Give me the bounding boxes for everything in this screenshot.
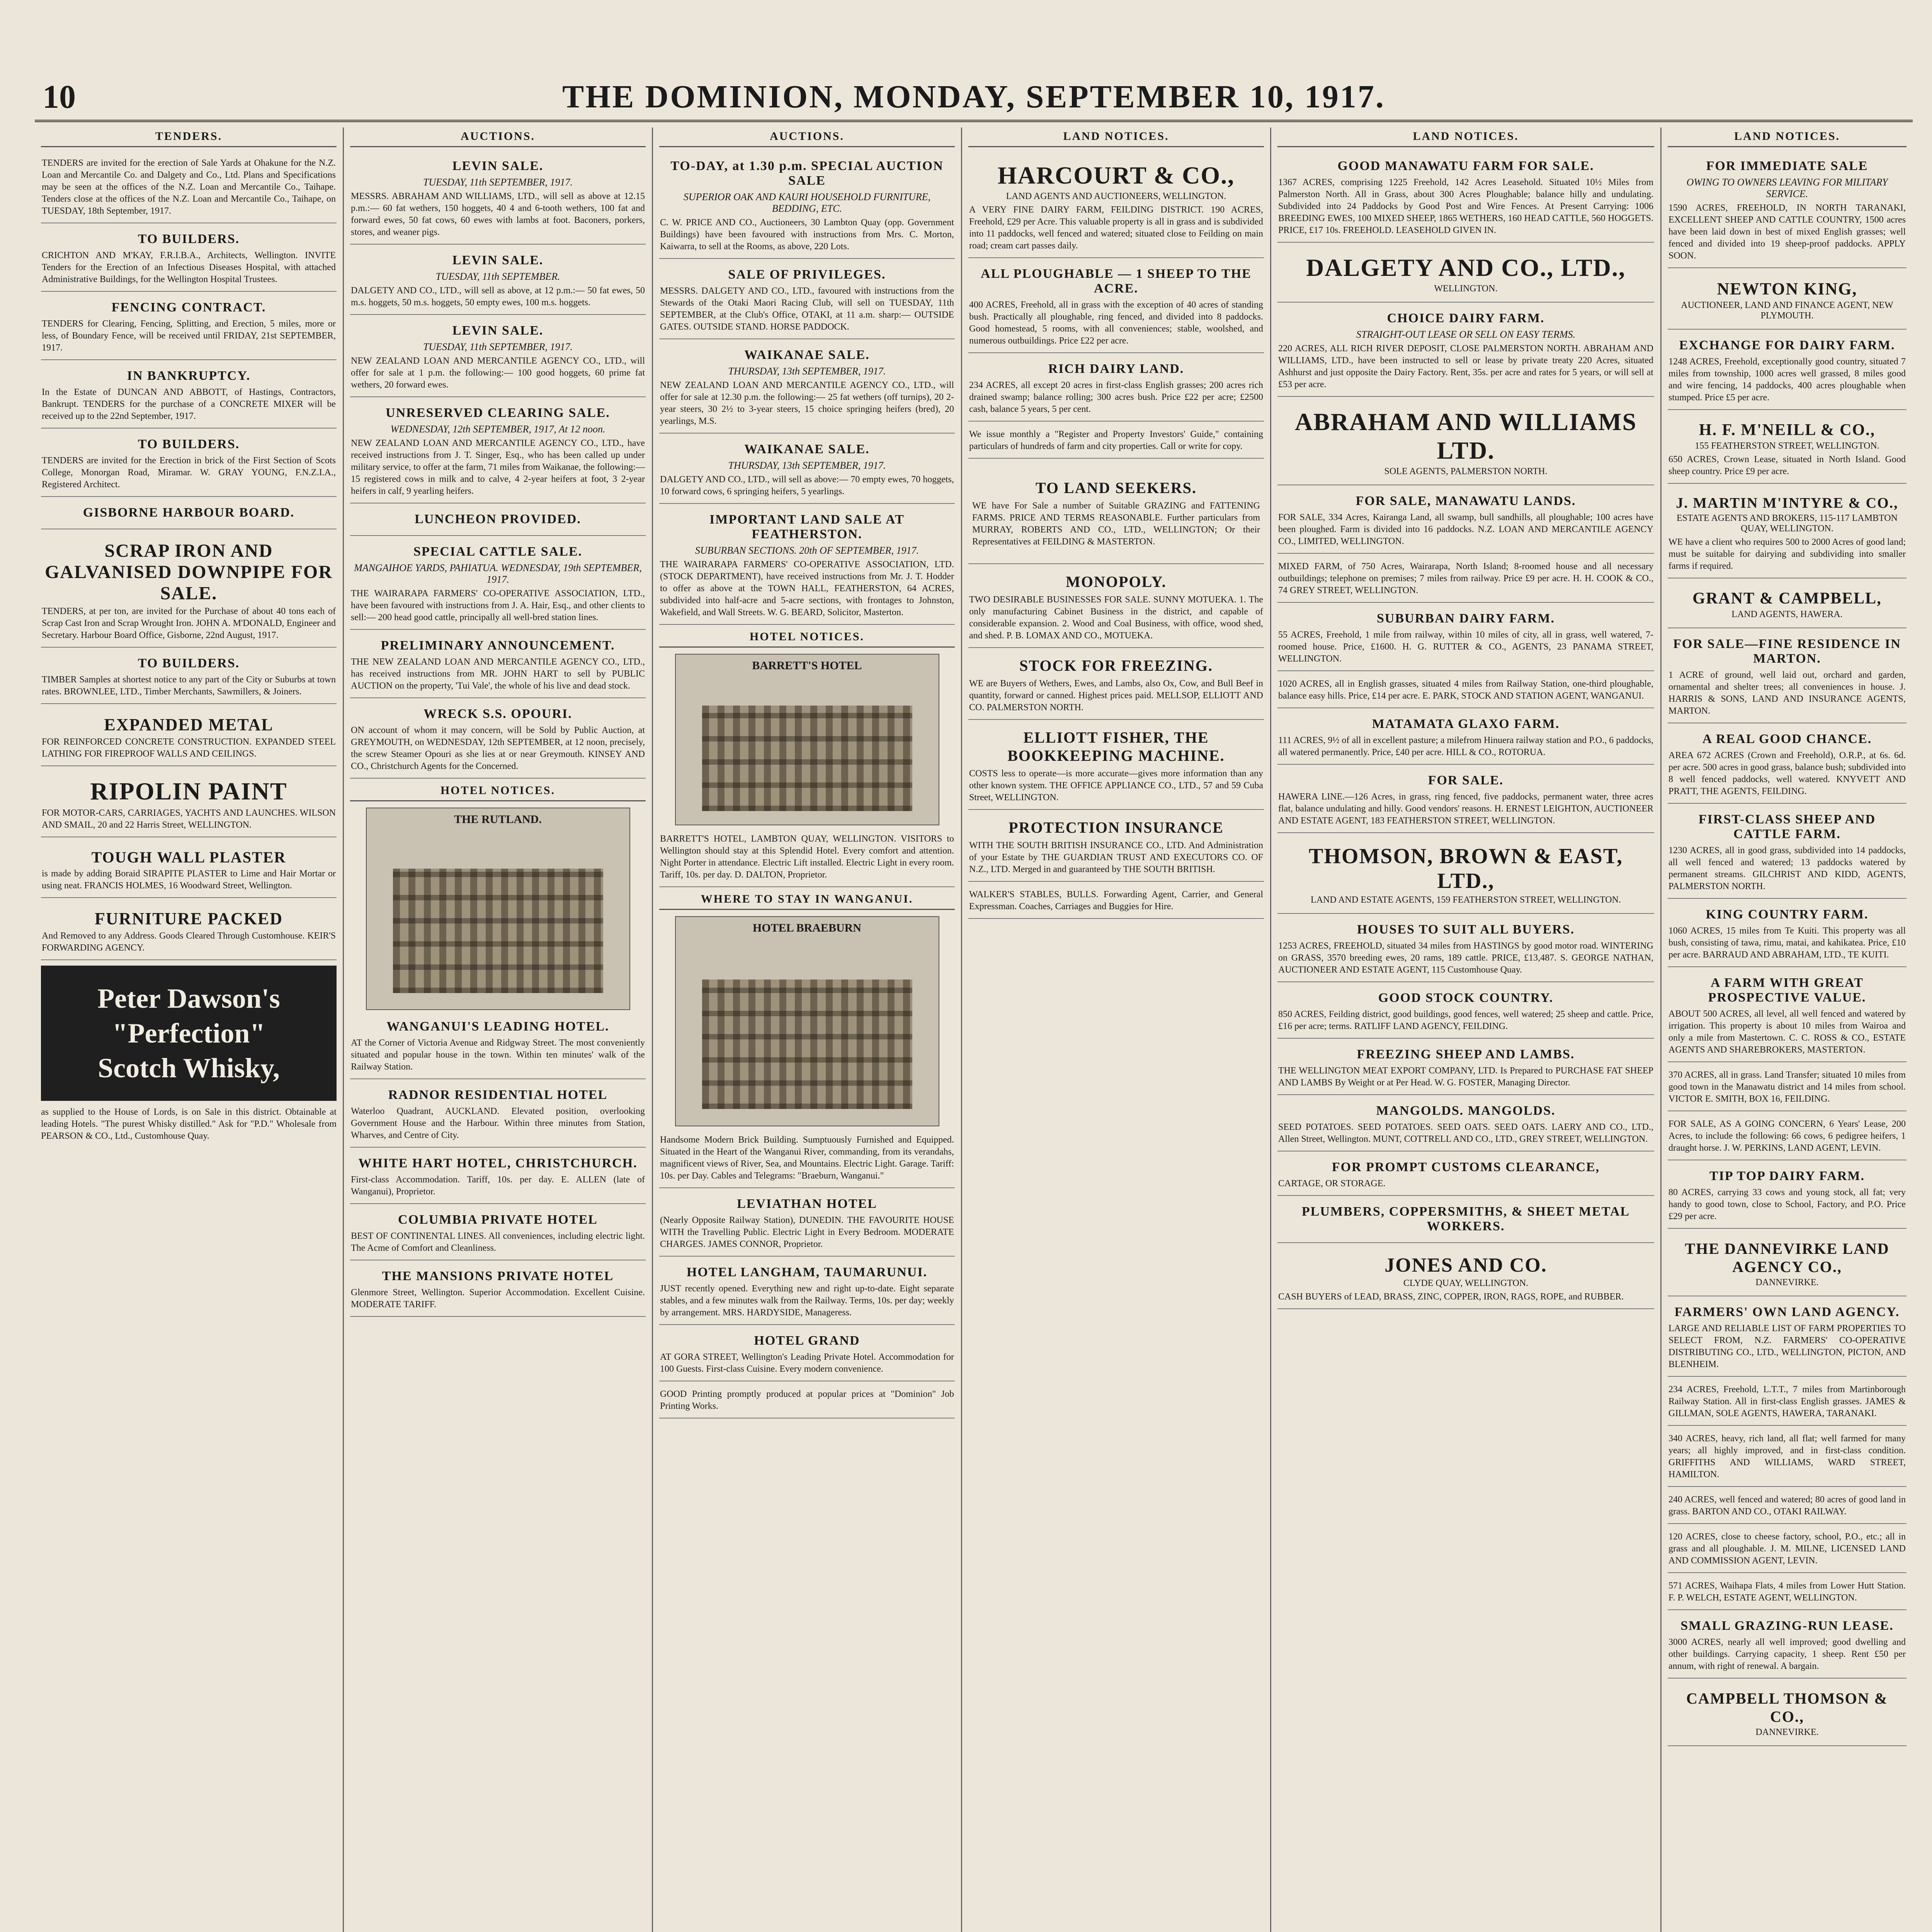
notice-title: IN BANKRUPTCY. bbox=[127, 369, 251, 383]
notice-body: NEW ZEALAND LOAN AND MERCANTILE AGENCY CO., LTD., will offer for sale at 1 p.m. the following:— 100 good hoggets, 60 prime fat wethers, 20 forward ewes. bbox=[351, 356, 645, 390]
notice-body: 1248 ACRES, Freehold, exceptionally good country, situated 7 miles from township, 1000 acres well grassed, 8 miles good and wire fencing, 14 paddocks, 400 acres ploughable when stumped. Price £5 per acre. bbox=[1668, 357, 1906, 403]
notice bbox=[659, 507, 955, 625]
notice bbox=[1277, 674, 1654, 708]
notice bbox=[968, 813, 1264, 882]
masthead bbox=[35, 73, 1913, 122]
column-header: LAND NOTICES. bbox=[1277, 128, 1654, 147]
notice-body: Glenmore Street, Wellington. Superior Accommodation. Excellent Cuisine. MODERATE TARIFF. bbox=[351, 1287, 645, 1310]
notice-title: SUBURBAN DAIRY FARM. bbox=[1377, 611, 1555, 626]
hotel-illustration bbox=[675, 654, 939, 825]
notice-subtitle: 155 FEATHERSTON STREET, WELLINGTON. bbox=[1695, 441, 1879, 451]
notice bbox=[1277, 557, 1654, 603]
notice-headline: HARCOURT & CO., bbox=[997, 162, 1235, 189]
notice bbox=[659, 1191, 955, 1257]
notice bbox=[41, 651, 337, 704]
notice-body: 340 ACRES, heavy, rich land, all flat; well farmed for many years; all highly improved, and in first-class condition. GRIFFITHS AND WILLIAMS, WARD STREET, HAMILTON. bbox=[1668, 1434, 1906, 1480]
column-header: AUCTIONS. bbox=[659, 128, 955, 147]
notice bbox=[41, 153, 337, 223]
notice bbox=[1668, 1613, 1906, 1679]
notice bbox=[1668, 413, 1906, 484]
notice-subtitle: AUCTIONEER, LAND AND FINANCE AGENT, NEW PLYMOUTH. bbox=[1681, 300, 1893, 321]
notice bbox=[1668, 582, 1906, 628]
illustration-caption: BARRETT'S HOTEL bbox=[752, 659, 862, 672]
notice bbox=[41, 226, 337, 292]
notice-body: C. W. PRICE AND CO., Auctioneers, 30 Lambton Quay (opp. Government Buildings) have been favoured with instructions from Mrs. C. Morton, Kaiwarra, to sell at the Rooms, as above, 220 Lots. bbox=[660, 218, 954, 252]
notice-title: CHOICE DAIRY FARM. bbox=[1387, 311, 1545, 325]
notice bbox=[1668, 271, 1906, 330]
notice-body: 1253 ACRES, FREEHOLD, situated 34 miles from HASTINGS by good motor road. WINTERING on GRASS, 3570 breeding ewes, 20 rams, 189 cattle. PRICE, £13,487. S. GEORGE NATHAN, AUCTIONEER AND ESTATE AGENT, 115 Customhouse Quay. bbox=[1278, 941, 1653, 975]
notice-subtitle: LAND AGENTS, HAWERA. bbox=[1731, 609, 1843, 619]
notice-title: FOR IMMEDIATE SALE bbox=[1706, 159, 1868, 173]
notice bbox=[1668, 1490, 1906, 1524]
notice-body: 55 ACRES, Freehold, 1 mile from railway, within 10 miles of city, all in grass, well watered, 7-roomed house. Price, £1600. H. G. RUTTER & CO., AGENTS, 23 PANAMA STREET, WELLINGTON. bbox=[1278, 630, 1653, 664]
section-header: HOTEL NOTICES. bbox=[659, 628, 955, 648]
column-land-notices-3 bbox=[1662, 128, 1913, 1932]
notice bbox=[1277, 1155, 1654, 1196]
notice bbox=[1668, 807, 1906, 899]
notice-title: UNRESERVED CLEARING SALE. bbox=[386, 406, 610, 420]
notice-body: In the Estate of DUNCAN AND ABBOTT, of Hastings, Contractors, Bankrupt. TENDERS for the purchase of a CONCRETE MIXER will be received up to the 22nd September, 1917. bbox=[42, 387, 336, 421]
notice bbox=[968, 462, 1264, 564]
column-header: AUCTIONS. bbox=[350, 128, 646, 147]
notice-body: AT GORA STREET, Wellington's Leading Private Hotel. Accommodation for 100 Guests. First-class Cuisine. Every modern convenience. bbox=[660, 1352, 954, 1374]
notice-body: HAWERA LINE.—126 Acres, in grass, ring fenced, five paddocks, permanent water, three acres flat, balance undulating and hilly. Good vendors' reasons. H. ERNEST LEIGHTON, AUCTIONEER AND ESTATE AGENT, 183 FEATHERSTON STREET, WELLINGTON. bbox=[1278, 792, 1653, 826]
notice bbox=[350, 400, 646, 503]
notice-title: HOUSES TO SUIT ALL BUYERS. bbox=[1357, 922, 1575, 937]
notice-body: ABOUT 500 ACRES, all level, all well fenced and watered by irrigation. This property is about 10 miles from Wairoa and only a mile from Mastertown. C. C. ROSS & CO., ESTATE AGENTS AND SHAREBROKERS, MASTERTON. bbox=[1668, 1009, 1906, 1055]
notice-title: EXCHANGE FOR DAIRY FARM. bbox=[1679, 338, 1895, 352]
whisky-brand-line: Peter Dawson's bbox=[97, 983, 280, 1014]
notice-title: ELLIOTT FISHER, THE BOOKKEEPING MACHINE. bbox=[1007, 729, 1225, 764]
notice-body: (Nearly Opposite Railway Station), DUNEDIN. THE FAVOURITE HOUSE WITH the Travelling Public. Electric Light in Every Bedroom. MODERATE CHARGES. JAMES CONNOR, Proprietor. bbox=[660, 1215, 954, 1249]
notice-title: TO BUILDERS. bbox=[138, 232, 240, 246]
notice bbox=[350, 318, 646, 397]
notice-headline: RIPOLIN PAINT bbox=[90, 777, 287, 805]
notice bbox=[1277, 306, 1654, 397]
notice-title: SMALL GRAZING-RUN LEASE. bbox=[1680, 1619, 1894, 1633]
notice-title: TO BUILDERS. bbox=[138, 656, 240, 670]
notice-body: 111 ACRES, 9½ of all in excellent pasture; a milefrom Hinuera railway station and P.O., 6 paddocks, all watered permanently. Price, £40 per acre. HILL & CO., ROTORUA. bbox=[1278, 735, 1653, 757]
notice bbox=[41, 769, 337, 837]
notice bbox=[350, 539, 646, 630]
notice bbox=[968, 885, 1264, 919]
notice-title: FREEZING SHEEP AND LAMBS. bbox=[1357, 1047, 1575, 1061]
notice-body: 80 ACRES, carrying 33 cows and young stock, all fat; very handy to good town, close to School, Factory, and P.O. Price £29 per acre. bbox=[1668, 1187, 1906, 1221]
notice bbox=[1277, 836, 1654, 914]
notice-body: A VERY FINE DAIRY FARM, FEILDING DISTRICT. 190 ACRES, Freehold, £29 per Acre. This valuable property is all in grass and is subdivided into 11 paddocks, well fenced and watered; situated close to Feilding on main road; cream cart passes daily. bbox=[969, 205, 1263, 251]
notice-body: FOR REINFORCED CONCRETE CONSTRUCTION. EXPANDED STEEL LATHING FOR FIREPROOF WALLS AND CEILINGS. bbox=[42, 737, 336, 759]
printing-notice: GOOD Printing promptly produced at popular prices at "Dominion" Job Printing Works. bbox=[660, 1389, 954, 1411]
notice-title: GISBORNE HARBOUR BOARD. bbox=[83, 505, 295, 520]
notice-title: A FARM WITH GREAT PROSPECTIVE VALUE. bbox=[1708, 976, 1866, 1005]
notice-title: ALL PLOUGHABLE — 1 SHEEP TO THE ACRE. bbox=[981, 267, 1252, 296]
notice-body: 370 ACRES, all in grass. Land Transfer; situated 10 miles from good town in the Manawatu district and 14 miles from school. VICTOR E. SMITH, BOX 16, FEILDING. bbox=[1668, 1070, 1906, 1104]
notice-headline: CAMPBELL THOMSON & CO., bbox=[1686, 1690, 1888, 1725]
notice-title: FOR PROMPT CUSTOMS CLEARANCE, bbox=[1332, 1160, 1600, 1174]
illustration-caption: HOTEL BRAEBURN bbox=[753, 922, 861, 934]
notice-body: MESSRS. ABRAHAM AND WILLIAMS, LTD., will sell as above at 12.15 p.m.:— 60 fat wethers, 150 hoggets, 40 4 and 6-tooth wethers, 100 fat and forward ewes, 50 fat cows, 60 ewes with lambs at foot. Baconers, porkers, stores, and weaner pigs. bbox=[351, 191, 645, 237]
notice-body: MIXED FARM, of 750 Acres, Wairarapa, North Island; 8-roomed house and all necessary outbuildings; telephone on premises; 7 miles from railway. Price £9 per acre. H. H. COOK & CO., 74 GREY STREET, WELLINGTON. bbox=[1278, 561, 1653, 595]
notice-body: TENDERS, at per ton, are invited for the Purchase of about 40 tons each of Scrap Cast Iron and Scrap Wrought Iron. JOHN A. M'DONALD, Engineer and Secretary. Harbour Board Office, Gisborne, 22nd August, 1917. bbox=[42, 606, 336, 640]
hotel-illustration bbox=[675, 916, 939, 1126]
notice-headline: GRANT & CAMPBELL, bbox=[1692, 590, 1882, 607]
notice-body: TIMBER Samples at shortest notice to any part of the City or Suburbs at town rates. BROWNLEE, LTD., Timber Merchants, Sawmillers, & Joiners. bbox=[42, 675, 336, 697]
notice-body: LARGE AND RELIABLE LIST OF FARM PROPERTIES TO SELECT FROM, N.Z. FARMERS' CO-OPERATIVE DISTRIBUTING CO., LTD., WELLINGTON, PICTON, AND BLENHEIM. bbox=[1668, 1323, 1906, 1369]
notice-title: GOOD STOCK COUNTRY. bbox=[1378, 991, 1554, 1005]
notice-body: 571 ACRES, Waihapa Flats, 4 miles from Lower Hutt Station. F. P. WELCH, ESTATE AGENT, WELLINGTON. bbox=[1668, 1581, 1906, 1603]
notice-title: MATAMATA GLAXO FARM. bbox=[1372, 717, 1560, 731]
notice-body: THE WAIRARAPA FARMERS' CO-OPERATIVE ASSOCIATION, LTD. (STOCK DEPARTMENT), have received instructions from Mr. J. T. Hodder to offer as above at the TOWN HALL, FEATHERSTON, 64 ACRES, subdivided into half-acre and 5-acre sections, with frontages to Johnston, Wakefield, and Wall Streets. W. G. BEARD, Solicitor, Masterton. bbox=[660, 560, 954, 617]
column-land-notices-2 bbox=[1271, 128, 1662, 1932]
notice-subtitle: CLYDE QUAY, WELLINGTON. bbox=[1403, 1278, 1529, 1288]
notice-body: We issue monthly a "Register and Property Investors' Guide," containing particulars of hundreds of farm and city properties. Call or write for copy. bbox=[969, 429, 1263, 451]
notice-title: FARMERS' OWN LAND AGENCY. bbox=[1674, 1305, 1900, 1319]
notice-body: NEW ZEALAND LOAN AND MERCANTILE AGENCY CO., LTD., will offer for sale at 12.30 p.m. the following:— 25 fat wethers (off turnips), 20 2-year steers, 30 2½ to 3-year steers, 15 choice springing heifers (bred), 20 yearlings, M.S. bbox=[660, 380, 954, 426]
notice-body: 1367 ACRES, comprising 1225 Freehold, 142 Acres Leasehold. Situated 10½ Miles from Palmerston North. All in Grass, about 300 Acres Ploughable; balance hilly and undulating. Subdivided into 24 Paddocks by Good Post and Wire Fences. At Present Carrying: 1006 BREEDING EWES, 100 MIXED SHEEP, 1865 WETHERS, 160 HEAD CATTLE, 560 HOGGETS. PRICE, £17 10s. FREEHOLD. LEASEHOLD GIVEN IN. bbox=[1278, 177, 1653, 235]
notice bbox=[1668, 333, 1906, 410]
notice-body: AREA 672 ACRES (Crown and Freehold), O.R.P., at 6s. 6d. per acre. 500 acres in good grass, balance bush; subdivided into 8 well fenced paddocks, well watered. KNYVETT AND PRATT, THE AGENTS, FEILDING. bbox=[1668, 750, 1906, 796]
notice-headline: SCRAP IRON AND GALVANISED DOWNPIPE FOR SALE. bbox=[45, 541, 333, 604]
notice-subtitle: WEDNESDAY, 12th SEPTEMBER, 1917, At 12 noon. bbox=[390, 423, 605, 435]
notice-subtitle: SOLE AGENTS, PALMERSTON NORTH. bbox=[1384, 466, 1548, 476]
notice bbox=[1668, 153, 1906, 268]
notice bbox=[1277, 246, 1654, 303]
notice-body: 1230 ACRES, all in good grass, subdivided into 14 paddocks, all well fenced and watered; 13 paddocks watered by permanent streams. GILCHRIST AND KIDD, AGENTS, PALMERSTON NORTH. bbox=[1668, 845, 1906, 891]
notice-title: TO BUILDERS. bbox=[138, 437, 240, 451]
notice bbox=[1668, 1380, 1906, 1426]
notice-body: FOR MOTOR-CARS, CARRIAGES, YACHTS AND LAUNCHES. WILSON AND SMAIL, 20 and 22 Harris Street, WELLINGTON. bbox=[42, 808, 336, 830]
notice-headline: EXPANDED METAL bbox=[104, 715, 274, 734]
notice-body: JUST recently opened. Everything new and right up-to-date. Eight separate stables, and a few minutes walk from the Railway. Terms, 10s. per day; weekly by arrangement. MRS. HARDYSIDE, Manageress. bbox=[660, 1284, 954, 1318]
notice bbox=[1668, 1429, 1906, 1487]
notice-title: FOR SALE—FINE RESIDENCE IN MARTON. bbox=[1673, 637, 1901, 666]
notice-body: TENDERS for Clearing, Fencing, Splitting, and Erection, 5 miles, more or less, of Boundary Fence, will be received until FRIDAY, 21st SEPTEMBER, 1917. bbox=[42, 319, 336, 353]
notice-title: SPECIAL CATTLE SALE. bbox=[413, 544, 583, 559]
notice-body: NEW ZEALAND LOAN AND MERCANTILE AGENCY CO., LTD., have received instructions from J. T. Singer, Esq., who has been called up under military service, to offer at the farm, 71 miles from Waikanae, the following:— 15 registered cows in milk and to calve, 4 2-year heifers at foot, 3 2-year heifers in calf, 9 yearling heifers. bbox=[351, 438, 645, 496]
notice-title: THE MANSIONS PRIVATE HOTEL bbox=[382, 1269, 614, 1283]
notice bbox=[1668, 1163, 1906, 1229]
whisky-brand-line: Scotch Whisky, bbox=[98, 1053, 280, 1083]
notice bbox=[1277, 488, 1654, 554]
notice-title: TO-DAY, at 1.30 p.m. SPECIAL AUCTION SALE bbox=[670, 159, 944, 188]
illustration-caption: THE RUTLAND. bbox=[454, 813, 542, 826]
page-number: 10 bbox=[43, 78, 76, 115]
notice-title: SALE OF PRIVILEGES. bbox=[728, 267, 886, 282]
notice bbox=[350, 1264, 646, 1317]
notice-body: 3000 ACRES, nearly all well improved; good dwelling and other buildings. Carrying capacity, 1 sheep. Rent £50 per annum, with right of renewal. A bargain. bbox=[1668, 1637, 1906, 1671]
column-header: TENDERS. bbox=[41, 128, 337, 147]
notice bbox=[41, 432, 337, 497]
notice-body: 1590 ACRES, FREEHOLD, IN NORTH TARANAKI, EXCELLENT SHEEP AND CATTLE COUNTRY, 1500 acres have been laid down in best of mixed English grasses; well fenced and divided into 19 sheep-proof paddocks. APPLY SOON. bbox=[1668, 203, 1906, 261]
notice bbox=[1668, 970, 1906, 1062]
notice-title: FOR SALE, MANAWATU LANDS. bbox=[1355, 494, 1576, 508]
column-auctions-hotels bbox=[653, 128, 962, 1932]
notice-title: GOOD MANAWATU FARM FOR SALE. bbox=[1337, 159, 1594, 173]
notice-subtitle: DANNEVIRKE. bbox=[1755, 1277, 1819, 1287]
notice bbox=[1668, 1114, 1906, 1160]
notice-body: THE NEW ZEALAND LOAN AND MERCANTILE AGENCY CO., LTD., has received instructions from MR. JOHN HART to sell by PUBLIC AUCTION on the property, 'Tui Vale', the whole of his live and dead stock. bbox=[351, 657, 645, 691]
notice-body: 850 ACRES, Feilding district, good buildings, good fences, well watered; 25 sheep and cattle. Price, £16 per acre; terms. RATLIFF LAND AGENCY, FEILDING. bbox=[1278, 1009, 1653, 1031]
notice-body: 1060 ACRES, 15 miles from Te Kuiti. This property was all bush, consisting of tawa, rimu, matai, and kahikatea. Price, £10 per acre. BARRAUD AND ABRAHAM, LTD., TE KUITI. bbox=[1668, 926, 1906, 960]
notice bbox=[1277, 606, 1654, 671]
notice-title: KING COUNTRY FARM. bbox=[1706, 907, 1869, 922]
notice bbox=[1668, 1576, 1906, 1610]
notice-title: WAIKANAE SALE. bbox=[744, 348, 870, 362]
notice-title: TO LAND SEEKERS. bbox=[1036, 479, 1197, 497]
notice bbox=[41, 840, 337, 898]
notice-headline: H. F. M'NEILL & CO., bbox=[1699, 421, 1876, 439]
notice-title: A REAL GOOD CHANCE. bbox=[1702, 732, 1872, 746]
notice bbox=[659, 1260, 955, 1325]
notice-headline: ABRAHAM AND WILLIAMS LTD. bbox=[1294, 408, 1637, 464]
notice bbox=[659, 829, 955, 887]
notice-title: IMPORTANT LAND SALE AT FEATHERSTON. bbox=[709, 512, 905, 541]
column-header: LAND NOTICES. bbox=[1668, 128, 1906, 147]
notice-subtitle: LAND AND ESTATE AGENTS, 159 FEATHERSTON STREET, WELLINGTON. bbox=[1311, 895, 1621, 905]
notice-body: TWO DESIRABLE BUSINESSES FOR SALE. SUNNY MOTUEKA. 1. The only manufacturing Cabinet Business in the district, and capable of considerable expansion. 2. Wood and Coal Business, with office, wood shed, and shed. P. B. LOMAX AND CO., MOTUEKA. bbox=[969, 595, 1263, 641]
hotel-illustration bbox=[366, 808, 630, 1010]
column-land-notices-1 bbox=[962, 128, 1271, 1932]
notice-title: PLUMBERS, COPPERSMITHS, & SHEET METAL WORKERS. bbox=[1301, 1204, 1630, 1233]
notice-headline: J. MARTIN M'INTYRE & CO., bbox=[1676, 495, 1898, 511]
notice-subtitle: SUBURBAN SECTIONS. 20th OF SEPTEMBER, 1917. bbox=[695, 545, 919, 556]
notice-subtitle: OWING TO OWNERS LEAVING FOR MILITARY SERVICE. bbox=[1686, 177, 1888, 199]
notice-body: DALGETY AND CO., LTD., will sell as above:— 70 empty ewes, 70 hoggets, 10 forward cows, 6 springing heifers, 5 yearlings. bbox=[660, 474, 954, 497]
notice bbox=[1277, 1246, 1654, 1309]
notice-title: HOTEL LANGHAM, TAUMARUNUI. bbox=[686, 1265, 928, 1279]
notice-body: 650 ACRES, Crown Lease, situated in North Island. Good sheep country. Price £9 per acre. bbox=[1668, 454, 1906, 476]
notice-title: WRECK S.S. OPOURI. bbox=[423, 707, 572, 721]
notice-body: ON account of whom it may concern, will be Sold by Public Auction, at GREYMOUTH, on WEDNESDAY, 12th SEPTEMBER, at 12 noon, precisely, the screw Steamer Opouri as she lies at or near Greymouth. KINSEY AND CO., Christchurch Agents for the Concerned. bbox=[351, 725, 645, 771]
notice bbox=[968, 651, 1264, 720]
notice-body: WE are Buyers of Wethers, Ewes, and Lambs, also Ox, Cow, and Bull Beef in quantity, forward or canned. Highest prices paid. MELLSOP, ELLIOTT AND CO. PALMERSTON NORTH. bbox=[969, 679, 1263, 713]
notice-body: WALKER'S STABLES, BULLS. Forwarding Agent, Carrier, and General Expressman. Coaches, Carriages and Buggies for Hire. bbox=[969, 889, 1263, 912]
notice-title: LUNCHEON PROVIDED. bbox=[415, 512, 581, 526]
notice-title: RICH DAIRY LAND. bbox=[1048, 362, 1184, 376]
notice-title: MONOPOLY. bbox=[1066, 573, 1167, 590]
notice bbox=[1277, 768, 1654, 833]
notice-body: WE have For Sale a number of Suitable GRAZING and FATTENING FARMS. PRICE AND TERMS REASONABLE. Further particulars from MURRAY, ROBERTS AND CO., LTD., WELLINGTON; Or their Representatives at FEILDING & MASTERTON. bbox=[972, 501, 1260, 547]
notice bbox=[1277, 711, 1654, 765]
notice-title: LEVIN SALE. bbox=[452, 323, 544, 338]
building-windows bbox=[702, 980, 912, 1109]
notice-subtitle: STRAIGHT-OUT LEASE OR SELL ON EASY TERMS. bbox=[1356, 329, 1575, 340]
notice bbox=[350, 153, 646, 245]
notice-body: TENDERS are invited for the Erection in brick of the First Section of Scots College, Monorgan Road, Miramar. W. GRAY YOUNG, F.N.Z.I.A., Registered Architect. bbox=[42, 456, 336, 490]
notice-body: is made by adding Boraid SIRAPITE PLASTER to Lime and Hair Mortar or using neat. FRANCIS HOLMES, 16 Woodward Street, Wellington. bbox=[42, 869, 336, 891]
notice-headline: THOMSON, BROWN & EAST, LTD., bbox=[1308, 844, 1623, 893]
whisky-advert-box bbox=[41, 966, 337, 1101]
notice-title: PRELIMINARY ANNOUNCEMENT. bbox=[381, 638, 615, 653]
notice bbox=[41, 363, 337, 429]
notice bbox=[968, 567, 1264, 648]
notice bbox=[350, 1207, 646, 1260]
building-windows bbox=[702, 706, 912, 811]
notice-subtitle: MANGAIHOE YARDS, PAHIATUA. WEDNESDAY, 19th SEPTEMBER, 1917. bbox=[354, 562, 642, 585]
notice bbox=[968, 153, 1264, 258]
notice-title: COLUMBIA PRIVATE HOTEL bbox=[398, 1213, 598, 1227]
notice bbox=[1277, 400, 1654, 485]
notice-headline: FURNITURE PACKED bbox=[94, 909, 283, 928]
notice bbox=[659, 153, 955, 259]
notice bbox=[659, 1384, 955, 1418]
notice-body: FOR SALE, AS A GOING CONCERN, 6 Years' Lease, 200 Acres, to include the following: 66 cows, 6 pedigree heifers, 1 draught horse. J. W. PERKINS, LAND AGENT, LEVIN. bbox=[1668, 1119, 1906, 1153]
building-windows bbox=[393, 869, 603, 993]
column-header: LAND NOTICES. bbox=[968, 128, 1264, 147]
notice-body: 240 ACRES, well fenced and watered; 80 acres of good land in grass. BARTON AND CO., OTAKI RAILWAY. bbox=[1668, 1495, 1906, 1517]
notice-title: TIP TOP DAIRY FARM. bbox=[1709, 1169, 1865, 1183]
notice-title: WHITE HART HOTEL, CHRISTCHURCH. bbox=[358, 1156, 638, 1170]
notice-body: FOR SALE, 334 Acres, Kairanga Land, all swamp, bull sandhills, all ploughable; 100 acres have been ploughed. Farm is divided into 16 paddocks. N.Z. LOAN AND MERCANTILE AGENCY CO., LIMITED, WELLINGTON. bbox=[1278, 512, 1653, 546]
notice-headline: NEWTON KING, bbox=[1717, 279, 1857, 298]
section-header: WHERE TO STAY IN WANGANUI. bbox=[659, 890, 955, 910]
notice-title: FOR SALE. bbox=[1428, 773, 1504, 787]
notice-body: 120 ACRES, close to cheese factory, school, P.O., etc.; all in grass and all ploughable. J. M. MILNE, LICENSED LAND AND COMMISSION AGENT, LEVIN. bbox=[1668, 1532, 1906, 1566]
section-header: HOTEL NOTICES. bbox=[350, 782, 646, 801]
notice-title: HOTEL GRAND bbox=[754, 1333, 860, 1348]
notice-subtitle: TUESDAY, 11th SEPTEMBER, 1917. bbox=[423, 341, 573, 352]
notice-body: BARRETT'S HOTEL, LAMBTON QUAY, WELLINGTON. VISITORS to Wellington should stay at this Splendid Hotel. Every comfort and attention. Night Porter in attendance. Electric Lift installed. Electric Light in every room. Tariff, 10s. per day. D. DALTON, Proprietor. bbox=[660, 834, 954, 880]
notice-body: CASH BUYERS of LEAD, BRASS, ZINC, COPPER, IRON, RAGS, ROPE, and RUBBER. bbox=[1278, 1292, 1624, 1302]
notice bbox=[1277, 1199, 1654, 1243]
notice bbox=[659, 262, 955, 339]
notice-title: FIRST-CLASS SHEEP AND CATTLE FARM. bbox=[1698, 812, 1876, 841]
notice bbox=[1668, 631, 1906, 723]
notice bbox=[1277, 1042, 1654, 1095]
notice bbox=[968, 356, 1264, 422]
column-auctions bbox=[344, 128, 653, 1932]
notice bbox=[1277, 1098, 1654, 1151]
notice-subtitle: TUESDAY, 11th SEPTEMBER, 1917. bbox=[423, 177, 573, 188]
notice-body: BEST OF CONTINENTAL LINES. All conveniences, including electric light. The Acme of Comfort and Cleanliness. bbox=[351, 1231, 645, 1253]
notice bbox=[1668, 1232, 1906, 1296]
notice-body: AT the Corner of Victoria Avenue and Ridgway Street. The most conveniently situated and popular house in the town. Within ten minutes' walk of the Railway Station. bbox=[351, 1038, 645, 1072]
notice bbox=[41, 295, 337, 360]
notice bbox=[1668, 487, 1906, 578]
notice bbox=[350, 1082, 646, 1148]
notice-body: 1020 ACRES, all in English grasses, situated 4 miles from Railway Station, one-third ploughable, balance easy hills. Price, £14 per acre. E. PARK, STOCK AND STATION AGENT, WANGANUI. bbox=[1278, 679, 1653, 701]
notice-body: WE have a client who requires 500 to 2000 Acres of good land; must be suitable for dairying and subdividing into smaller farms if required. bbox=[1668, 537, 1906, 571]
notice-body: 1 ACRE of ground, well laid out, orchard and garden, ornamental and shelter trees; all conveniences in house. J. HARRIS & SONS, LAND AND INSURANCE AGENTS, MARTON. bbox=[1668, 670, 1906, 716]
notice-subtitle: TUESDAY, 11th SEPTEMBER. bbox=[435, 271, 560, 282]
notice bbox=[1668, 1682, 1906, 1746]
notice bbox=[41, 500, 337, 529]
notice bbox=[350, 1151, 646, 1204]
notice-subtitle: WELLINGTON. bbox=[1434, 284, 1498, 294]
notice-body: 234 ACRES, all except 20 acres in first-class English grasses; 200 acres rich drained swamp; balance rolling; 300 acres bush. Price £22 per acre; £2500 cash, balance 5 years, 5 per cent. bbox=[969, 380, 1263, 414]
notice-title: FENCING CONTRACT. bbox=[111, 300, 266, 315]
notice-subtitle: ESTATE AGENTS AND BROKERS, 115-117 LAMBTON QUAY, WELLINGTON. bbox=[1677, 513, 1898, 534]
notice-body: DALGETY AND CO., LTD., will sell as above, at 12 p.m.:— 50 fat ewes, 50 m.s. hoggets, 50 m.s. hoggets, 50 empty ewes, 100 m.s. hoggets. bbox=[351, 286, 645, 308]
notice-body: 220 ACRES, ALL RICH RIVER DEPOSIT, CLOSE PALMERSTON NORTH. ABRAHAM AND WILLIAMS, LTD., have been instructed to sell or lease by private treaty 220 Acres, situated Ashhurst and just opposite the Dairy Factory. Rent, 35s. per acre and rates for 5 years, or will sell at £53 per acre. bbox=[1278, 344, 1653, 389]
notice-title: LEVIN SALE. bbox=[452, 159, 544, 173]
notice bbox=[659, 342, 955, 434]
notice bbox=[968, 723, 1264, 810]
whisky-advert-text: as supplied to the House of Lords, is on Sale in this district. Obtainable at leading Hotels. "The purest Whisky distilled." Ask for "P.D." Wholesale from PEARSON & CO., Ltd., Customhouse Quay. bbox=[41, 1107, 337, 1141]
notice bbox=[1668, 726, 1906, 804]
notice bbox=[1668, 1299, 1906, 1377]
notice bbox=[41, 707, 337, 766]
notice-body: CARTAGE, OR STORAGE. bbox=[1278, 1179, 1386, 1189]
notice-title: MANGOLDS. MANGOLDS. bbox=[1376, 1104, 1556, 1118]
whisky-brand-line: "Perfection" bbox=[112, 1018, 265, 1049]
notice-title: STOCK FOR FREEZING. bbox=[1019, 657, 1213, 674]
notice-body: WITH THE SOUTH BRITISH INSURANCE CO., LTD. And Administration of your Estate by THE GUARDIAN TRUST AND EXECUTORS CO. OF N.Z., LTD. Merged in and guaranteed by THE SOUTH BRITISH. bbox=[969, 840, 1263, 874]
notice-subtitle: THURSDAY, 13th SEPTEMBER, 1917. bbox=[728, 366, 886, 377]
notice-body: CRICHTON AND M'KAY, F.R.I.B.A., Architects, Wellington. INVITE Tenders for the Erection of an Infectious Diseases Hospital, with attached Administrative Buildings, for the Wellington Hospital Trustees. bbox=[42, 250, 336, 284]
notice bbox=[1668, 1065, 1906, 1111]
notice-body: COSTS less to operate—is more accurate—gives more information than any other known system. THE OFFICE APPLIANCE CO., LTD., 57 and 59 Cuba Street, WELLINGTON. bbox=[969, 769, 1263, 803]
notice-body: THE WELLINGTON MEAT EXPORT COMPANY, LTD. Is Prepared to PURCHASE FAT SHEEP AND LAMBS By Weight or at Per Head. W. G. FOSTER, Managing Director. bbox=[1278, 1066, 1653, 1088]
notice-subtitle: SUPERIOR OAK AND KAURI HOUSEHOLD FURNITURE, BEDDING, ETC. bbox=[683, 191, 931, 214]
notice bbox=[41, 532, 337, 648]
notice-body: 400 ACRES, Freehold, all in grass with the exception of 40 acres of standing bush. Practically all ploughable, ring fenced, and divided into 8 paddocks. Good homestead, 5 rooms, with all conveniences; stable, woolshed, and numerous outbuildings. Price £22 per acre. bbox=[969, 300, 1263, 346]
notice bbox=[659, 1328, 955, 1381]
notice-headline: DALGETY AND CO., LTD., bbox=[1306, 254, 1626, 281]
notice bbox=[350, 701, 646, 779]
notice-body: TENDERS are invited for the erection of Sale Yards at Ohakune for the N.Z. Loan and Mercantile Co. and Dalgety and Co., Ltd. Plans and Specifications may be seen at the offices of the N.Z. Loan and Mercantile Co., Taihape. Tenders close at the offices of the N.Z. Loan and Mercantile Co., Taihape, on TUESDAY, 18th September, 1917. bbox=[42, 158, 336, 216]
notice bbox=[41, 901, 337, 960]
notice bbox=[350, 507, 646, 536]
notice-title: PROTECTION INSURANCE bbox=[1009, 819, 1224, 836]
notice bbox=[1277, 917, 1654, 982]
notice-body: MESSRS. DALGETY AND CO., LTD., favoured with instructions from the Stewards of the Otaki Maori Racing Club, will sell on TUESDAY, 11th SEPTEMBER, at the Club's Office, OTAKI, at 11 a.m. sharp:— OUTSIDE GATES. OUTSIDE STAND. HORSE PADDOCK. bbox=[660, 286, 954, 332]
notice-subtitle: THURSDAY, 13th SEPTEMBER, 1917. bbox=[728, 460, 886, 471]
notice-subtitle: DANNEVIRKE. bbox=[1755, 1727, 1819, 1737]
notice-body: SEED POTATOES. SEED POTATOES. SEED OATS. SEED OATS. LAERY AND CO., LTD., Allen Street, Wellington. MUNT, COTTRELL AND CO., LTD., GREY STREET, WELLINGTON. bbox=[1278, 1122, 1653, 1144]
notice-body: First-class Accommodation. Tariff, 10s. per day. E. ALLEN (late of Wanganui), Proprietor. bbox=[351, 1175, 645, 1197]
notice-headline: THE DANNEVIRKE LAND AGENCY CO., bbox=[1685, 1240, 1889, 1276]
notice-subtitle: LAND AGENTS AND AUCTIONEERS, WELLINGTON. bbox=[1006, 191, 1226, 201]
notice bbox=[350, 633, 646, 698]
notice bbox=[1277, 153, 1654, 243]
column-tenders bbox=[35, 128, 344, 1932]
notice bbox=[350, 248, 646, 315]
notice-body: Handsome Modern Brick Building. Sumptuously Furnished and Equipped. Situated in the Heart of the Wanganui River, commanding, from its verandahs, magnificent views of River, Sea, and Mountains. Electric Light. Garage. Tariff: 10s. per Day. Cables and Telegrams: "Braeburn, Wanganui." bbox=[660, 1135, 954, 1181]
notice-title: LEVIATHAN HOTEL bbox=[737, 1197, 877, 1211]
notice bbox=[659, 1130, 955, 1188]
notice-body: 234 ACRES, Freehold, L.T.T., 7 miles from Martinborough Railway Station. All in first-class English grasses. JAMES & GILLMAN, SOLE AGENTS, HAWERA, TARANAKI. bbox=[1668, 1384, 1906, 1418]
notice-headline: TOUGH WALL PLASTER bbox=[91, 849, 286, 866]
notice-title: WANGANUI'S LEADING HOTEL. bbox=[386, 1019, 609, 1034]
notice-headline: JONES AND CO. bbox=[1384, 1254, 1547, 1276]
notice-title: RADNOR RESIDENTIAL HOTEL bbox=[388, 1088, 608, 1102]
newspaper-title: THE DOMINION, MONDAY, SEPTEMBER 10, 1917. bbox=[562, 79, 1385, 115]
notice bbox=[1668, 902, 1906, 967]
notice-body: And Removed to any Address. Goods Cleared Through Customhouse. KEIR'S FORWARDING AGENCY. bbox=[42, 931, 336, 953]
notice bbox=[1277, 985, 1654, 1039]
notice bbox=[968, 425, 1264, 459]
notice bbox=[968, 261, 1264, 353]
notice-title: LEVIN SALE. bbox=[452, 253, 544, 267]
notice bbox=[1668, 1527, 1906, 1573]
notice bbox=[350, 1014, 646, 1079]
notice-body: THE WAIRARAPA FARMERS' CO-OPERATIVE ASSOCIATION, LTD., have been favoured with instructions from J. A. Hair, Esq., and other clients to sell:— 200 head good cattle, principally all well-bred station lines. bbox=[351, 588, 645, 622]
notice bbox=[659, 437, 955, 504]
notice-body: Waterloo Quadrant, AUCKLAND. Elevated position, overlooking Government House and the Harbour. Within three minutes from Station, Wharves, and Centre of City. bbox=[351, 1106, 645, 1140]
notice-title: WAIKANAE SALE. bbox=[744, 442, 870, 456]
